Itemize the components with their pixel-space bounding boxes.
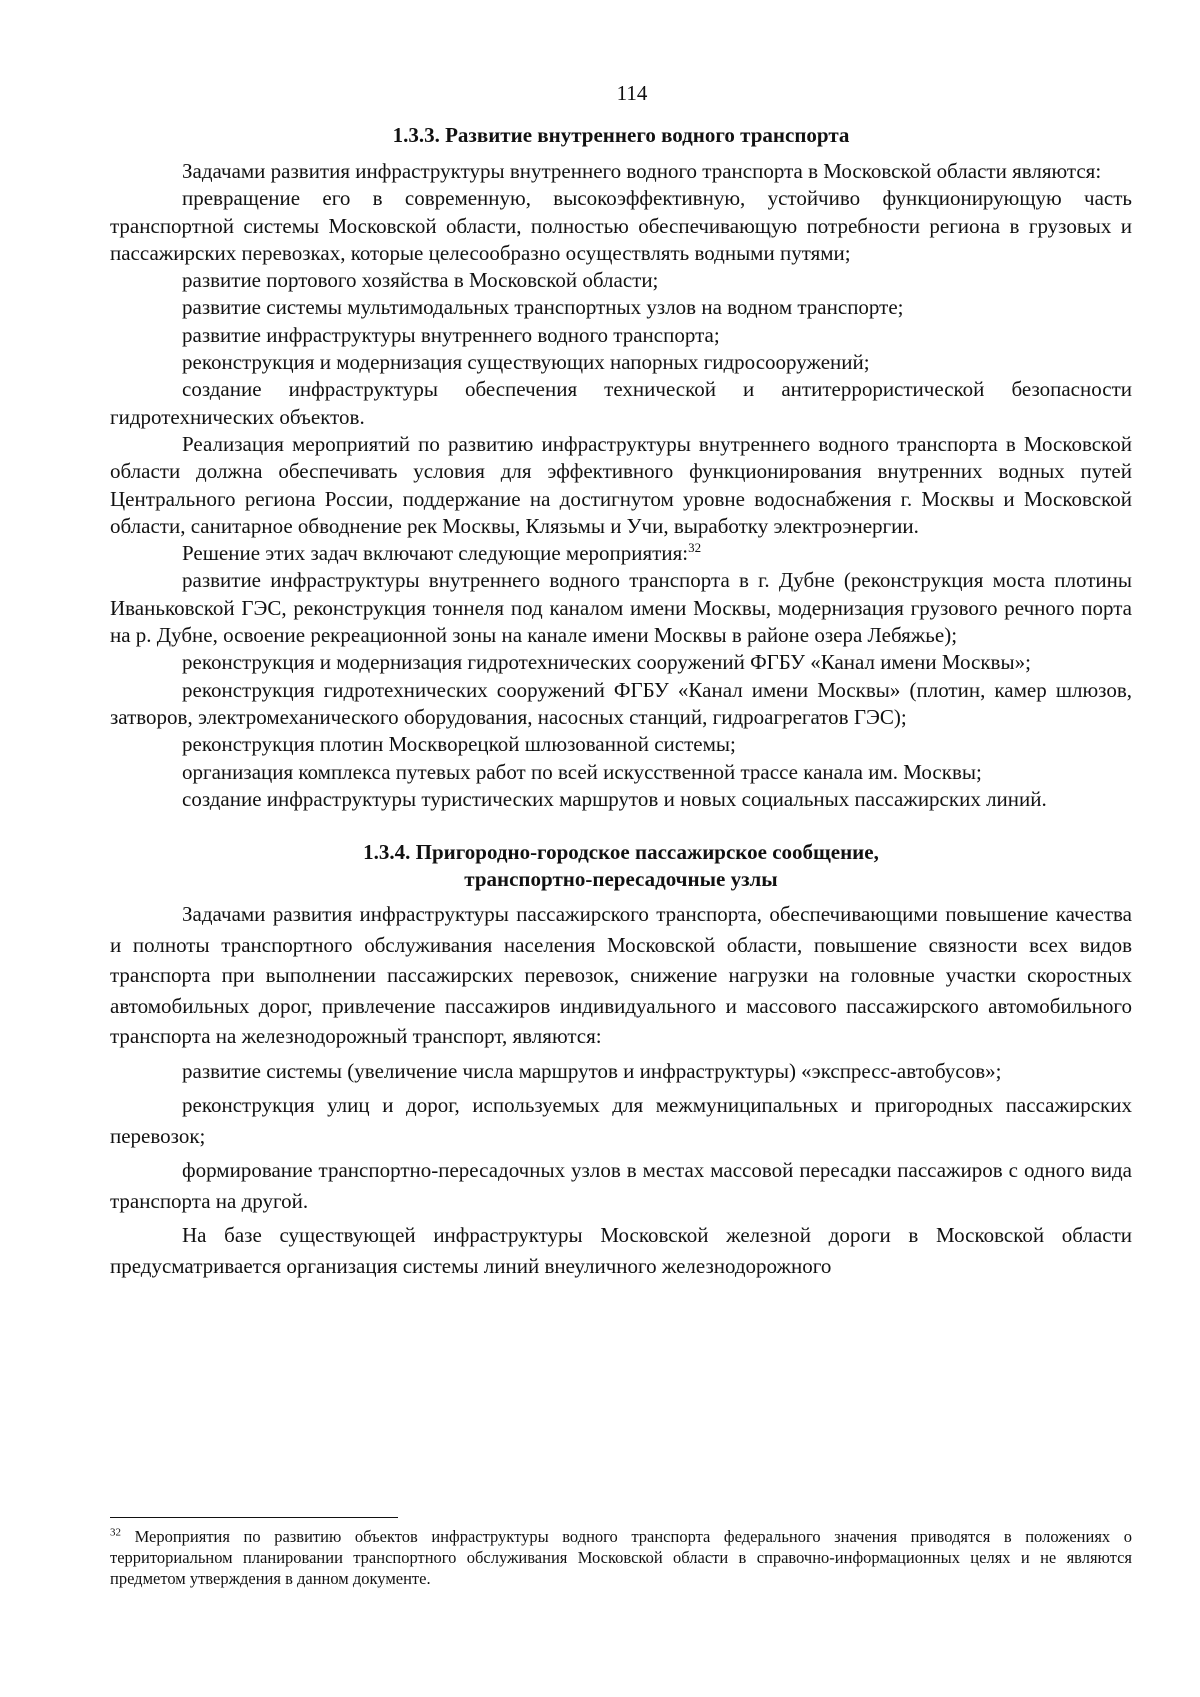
section-1-3-3 bbox=[110, 122, 1132, 813]
measures-intro bbox=[110, 540, 1132, 567]
paragraph: Задачами развития инфраструктуры пассажирского транспорта, обеспечивающими повышение качества и полноты транспортного обслуживания населения Московской области, повышение связности всех видов транспорта при выполнении пассажирских перевозок, снижение нагрузки на головные участки скоростных автомобильных дорог, привлечение пассажиров индивидуального и массового пассажирского автомобильного транспорта на железнодорожный транспорт, являются: bbox=[110, 902, 1132, 1049]
paragraph: реконструкция и модернизация существующих напорных гидросооружений; bbox=[182, 350, 870, 375]
paragraph: На базе существующей инфраструктуры Московской железной дороги в Московской области предусматривается организация системы линий внеуличного железнодорожного bbox=[110, 1223, 1132, 1278]
paragraph: развитие системы мультимодальных транспортных узлов на водном транспорте; bbox=[182, 295, 904, 320]
measure-item: реконструкция гидротехнических сооружений ФГБУ «Канал имени Москвы» (плотин, камер шлюзов, затворов, электромеханического оборудования, насосных станций, гидроагрегатов ГЭС); bbox=[110, 677, 1132, 729]
paragraph: развитие системы (увеличение числа маршрутов и инфраструктуры) «экспресс-автобусов»; bbox=[182, 1058, 1002, 1083]
paragraph: реконструкция улиц и дорог, используемых для межмуниципальных и пригородных пассажирских перевозок; bbox=[110, 1093, 1132, 1148]
footnote-reference: 32 bbox=[688, 540, 702, 556]
section-1-3-4 bbox=[110, 839, 1132, 1281]
measure-item: организация комплекса путевых работ по всей искусственной трассе канала им. Москвы; bbox=[182, 759, 982, 784]
section-1-3-4-title-line-2: транспортно-пересадочные узлы bbox=[464, 867, 778, 892]
paragraph: развитие портового хозяйства в Московской области; bbox=[182, 268, 659, 293]
footnote-separator bbox=[110, 1517, 398, 1518]
paragraph: создание инфраструктуры обеспечения технической и антитеррористической безопасности гидротехнических объектов. bbox=[110, 377, 1132, 429]
section-1-3-3-title: 1.3.3. Развитие внутреннего водного транспорта bbox=[392, 123, 850, 147]
footnote-mark: 32 bbox=[110, 1526, 121, 1539]
footnote-text: Мероприятия по развитию объектов инфраструктуры водного транспорта федерального значения приводятся в положениях о территориальном планировании транспортного обслуживания Московской области в справочно-информационных целях и не являются предметом утверждения в данном документе. bbox=[110, 1527, 1132, 1588]
paragraph: формирование транспортно-пересадочных узлов в местах массовой пересадки пассажиров с одного вида транспорта на другой. bbox=[110, 1158, 1132, 1213]
paragraph: превращение его в современную, высокоэффективную, устойчиво функционирующую часть транспортной системы Московской области, полностью обеспечивающую потребности региона в грузовых и пассажирских перевозках, которые целесообразно осуществлять водными путями; bbox=[110, 186, 1132, 265]
measures-intro-text: Решение этих задач включают следующие мероприятия: bbox=[182, 541, 689, 566]
paragraph: Реализация мероприятий по развитию инфраструктуры внутреннего водного транспорта в Московской области должна обеспечивать условия для эффективного функционирования внутренних водных путей Центрального региона России, поддержание на достигнутом уровне водоснабжения г. Москвы и Московской области, санитарное обводнение рек Москвы, Клязьмы и Учи, выработку электроэнергии. bbox=[110, 431, 1132, 538]
paragraph: развитие инфраструктуры внутреннего водного транспорта; bbox=[182, 322, 720, 347]
section-1-3-4-title bbox=[110, 839, 1132, 893]
paragraph: Задачами развития инфраструктуры внутреннего водного транспорта в Московской области являются: bbox=[182, 159, 1102, 183]
page-number: 114 bbox=[616, 81, 648, 105]
page-body bbox=[110, 122, 1132, 1285]
measure-item: реконструкция и модернизация гидротехнических сооружений ФГБУ «Канал имени Москвы»; bbox=[182, 650, 1031, 675]
footnote bbox=[110, 1526, 1132, 1589]
section-1-3-4-title-line-1: 1.3.4. Пригородно-городское пассажирское сообщение, bbox=[363, 840, 879, 865]
measure-item: создание инфраструктуры туристических маршрутов и новых социальных пассажирских линий. bbox=[182, 786, 1047, 811]
measure-item: реконструкция плотин Москворецкой шлюзованной системы; bbox=[182, 732, 736, 757]
measure-item: развитие инфраструктуры внутреннего водного транспорта в г. Дубне (реконструкция моста плотины Иваньковской ГЭС, реконструкция тоннеля под каналом имени Москвы, модернизация грузового речного порта на р. Дубне, освоение рекреационной зоны на канале имени Москвы в районе озера Лебяжье); bbox=[110, 568, 1132, 648]
